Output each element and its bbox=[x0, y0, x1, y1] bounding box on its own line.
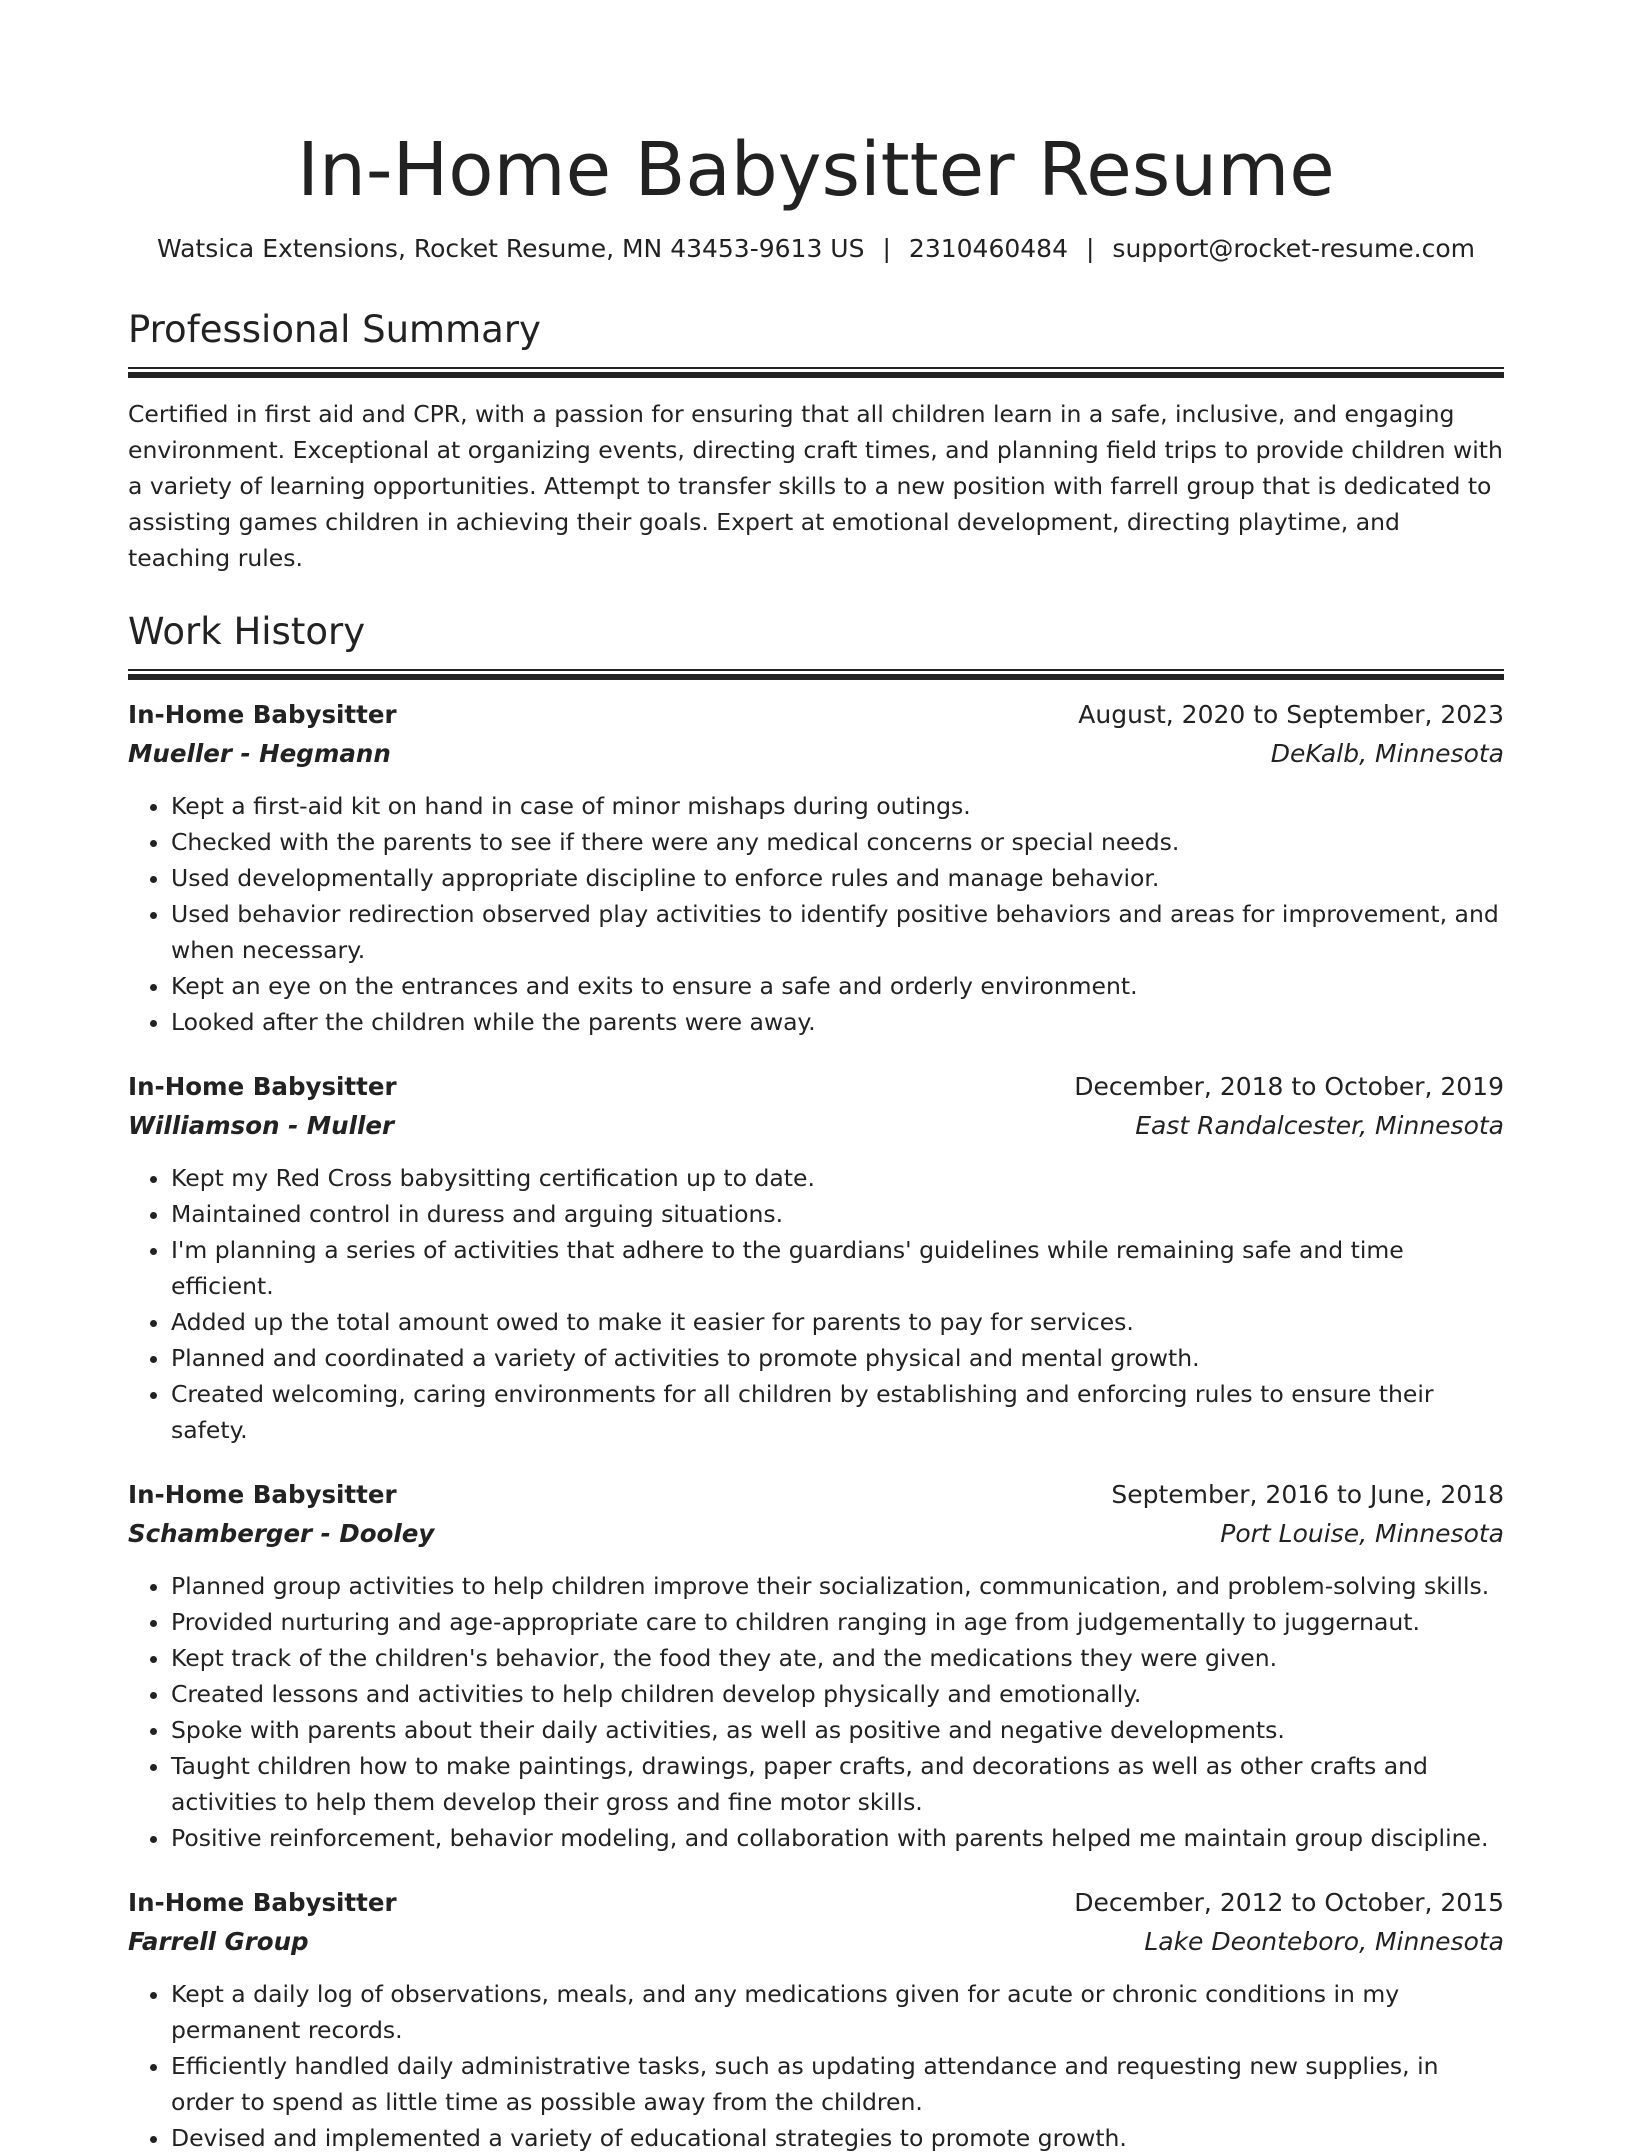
list-item: • Positive reinforcement, behavior modeling, and collaboration with parents helped me maintain group discipline. bbox=[171, 1820, 1504, 1856]
job-dates: December, 2012 to October, 2015 bbox=[1074, 1888, 1504, 1917]
list-item: • Kept an eye on the entrances and exits to ensure a safe and orderly environment. bbox=[171, 968, 1504, 1004]
list-item: • Provided nurturing and age-appropriate care to children ranging in age from judgementally to juggernaut. bbox=[171, 1604, 1504, 1640]
job-dates: August, 2020 to September, 2023 bbox=[1078, 700, 1504, 729]
job-company: Schamberger - Dooley bbox=[128, 1519, 435, 1548]
job-location: DeKalb, Minnesota bbox=[1270, 739, 1504, 768]
list-item: • Kept a first-aid kit on hand in case of minor mishaps during outings. bbox=[171, 788, 1504, 824]
job-company-row bbox=[128, 1922, 1504, 1962]
list-item: • Devised and implemented a variety of educational strategies to promote growth. bbox=[171, 2120, 1504, 2156]
job-duties-list bbox=[128, 1976, 1504, 2156]
job-duties-list bbox=[128, 1160, 1504, 1448]
job-header-row bbox=[128, 696, 1504, 734]
job-header-row bbox=[128, 1884, 1504, 1922]
contact-address: Watsica Extensions, Rocket Resume, MN 43453-9613 US bbox=[156, 234, 865, 263]
job-company-row bbox=[128, 1106, 1504, 1146]
job-title: In-Home Babysitter bbox=[128, 1480, 397, 1509]
summary-paragraph: Certified in first aid and CPR, with a passion for ensuring that all children learn in a safe, inclusive, and engaging environment. Exceptional at organizing events, directing craft times, and planning field trips to provide children with a variety of learning opportunities. Attempt to transfer skills to a new position with farrell group that is dedicated to assisting games children in achieving their goals. Expert at emotional development, directing playtime, and teaching rules. bbox=[128, 400, 1503, 572]
job-duties-list bbox=[128, 788, 1504, 1040]
list-item: • Created welcoming, caring environments for all children by establishing and enforcing rules to ensure their safety. bbox=[171, 1376, 1504, 1448]
list-item: • Kept track of the children's behavior, the food they ate, and the medications they were given. bbox=[171, 1640, 1504, 1676]
job-company-row bbox=[128, 734, 1504, 774]
list-item: • Maintained control in duress and arguing situations. bbox=[171, 1196, 1504, 1232]
job-entry bbox=[128, 1884, 1504, 2156]
list-item: • Taught children how to make paintings, drawings, paper crafts, and decorations as well as other crafts and activities to help them develop their gross and fine motor skills. bbox=[171, 1748, 1504, 1820]
job-header-row bbox=[128, 1068, 1504, 1106]
section-title-work-history: Work History bbox=[128, 610, 366, 653]
job-entry bbox=[128, 1068, 1504, 1448]
job-entry bbox=[128, 696, 1504, 1040]
job-dates: December, 2018 to October, 2019 bbox=[1074, 1072, 1504, 1101]
list-item: • Created lessons and activities to help children develop physically and emotionally. bbox=[171, 1676, 1504, 1712]
contact-line bbox=[128, 232, 1504, 266]
section-divider bbox=[128, 669, 1504, 680]
list-item: • Efficiently handled daily administrative tasks, such as updating attendance and requesting new supplies, in order to spend as little time as possible away from the children. bbox=[171, 2048, 1504, 2120]
list-item: • Spoke with parents about their daily activities, as well as positive and negative developments. bbox=[171, 1712, 1504, 1748]
job-title: In-Home Babysitter bbox=[128, 1072, 397, 1101]
job-company: Williamson - Muller bbox=[128, 1111, 395, 1140]
list-item: • Planned group activities to help children improve their socialization, communication, and problem-solving skills. bbox=[171, 1568, 1504, 1604]
job-title: In-Home Babysitter bbox=[128, 1888, 397, 1917]
list-item: • Kept a daily log of observations, meals, and any medications given for acute or chronic conditions in my permanent records. bbox=[171, 1976, 1504, 2048]
list-item: • Used behavior redirection observed play activities to identify positive behaviors and areas for improvement, and when necessary. bbox=[171, 896, 1504, 968]
job-entry bbox=[128, 1476, 1504, 1856]
list-item: • Checked with the parents to see if there were any medical concerns or special needs. bbox=[171, 824, 1504, 860]
job-dates: September, 2016 to June, 2018 bbox=[1111, 1480, 1504, 1509]
job-company-row bbox=[128, 1514, 1504, 1554]
list-item: • Planned and coordinated a variety of activities to promote physical and mental growth. bbox=[171, 1340, 1504, 1376]
section-divider bbox=[128, 367, 1504, 378]
job-company: Farrell Group bbox=[128, 1927, 309, 1956]
job-title: In-Home Babysitter bbox=[128, 700, 397, 729]
contact-separator: | bbox=[1085, 234, 1095, 263]
job-company: Mueller - Hegmann bbox=[128, 739, 391, 768]
list-item: • Kept my Red Cross babysitting certification up to date. bbox=[171, 1160, 1504, 1196]
job-location: Lake Deonteboro, Minnesota bbox=[1144, 1927, 1504, 1956]
contact-separator: | bbox=[882, 234, 891, 263]
list-item: • Used developmentally appropriate discipline to enforce rules and manage behavior. bbox=[171, 860, 1504, 896]
resume-title: In-Home Babysitter Resume bbox=[297, 127, 1335, 213]
resume-page bbox=[128, 0, 1504, 2156]
section-title-summary: Professional Summary bbox=[128, 308, 541, 351]
list-item: • I'm planning a series of activities that adhere to the guardians' guidelines while remaining safe and time efficient. bbox=[171, 1232, 1504, 1304]
list-item: • Added up the total amount owed to make it easier for parents to pay for services. bbox=[171, 1304, 1504, 1340]
list-item: • Looked after the children while the parents were away. bbox=[171, 1004, 1504, 1040]
job-duties-list bbox=[128, 1568, 1504, 1856]
contact-phone: 2310460484 bbox=[908, 234, 1068, 263]
job-location: Port Louise, Minnesota bbox=[1220, 1519, 1504, 1548]
contact-email: support@rocket-resume.com bbox=[1112, 234, 1476, 263]
job-header-row bbox=[128, 1476, 1504, 1514]
job-location: East Randalcester, Minnesota bbox=[1135, 1111, 1504, 1140]
